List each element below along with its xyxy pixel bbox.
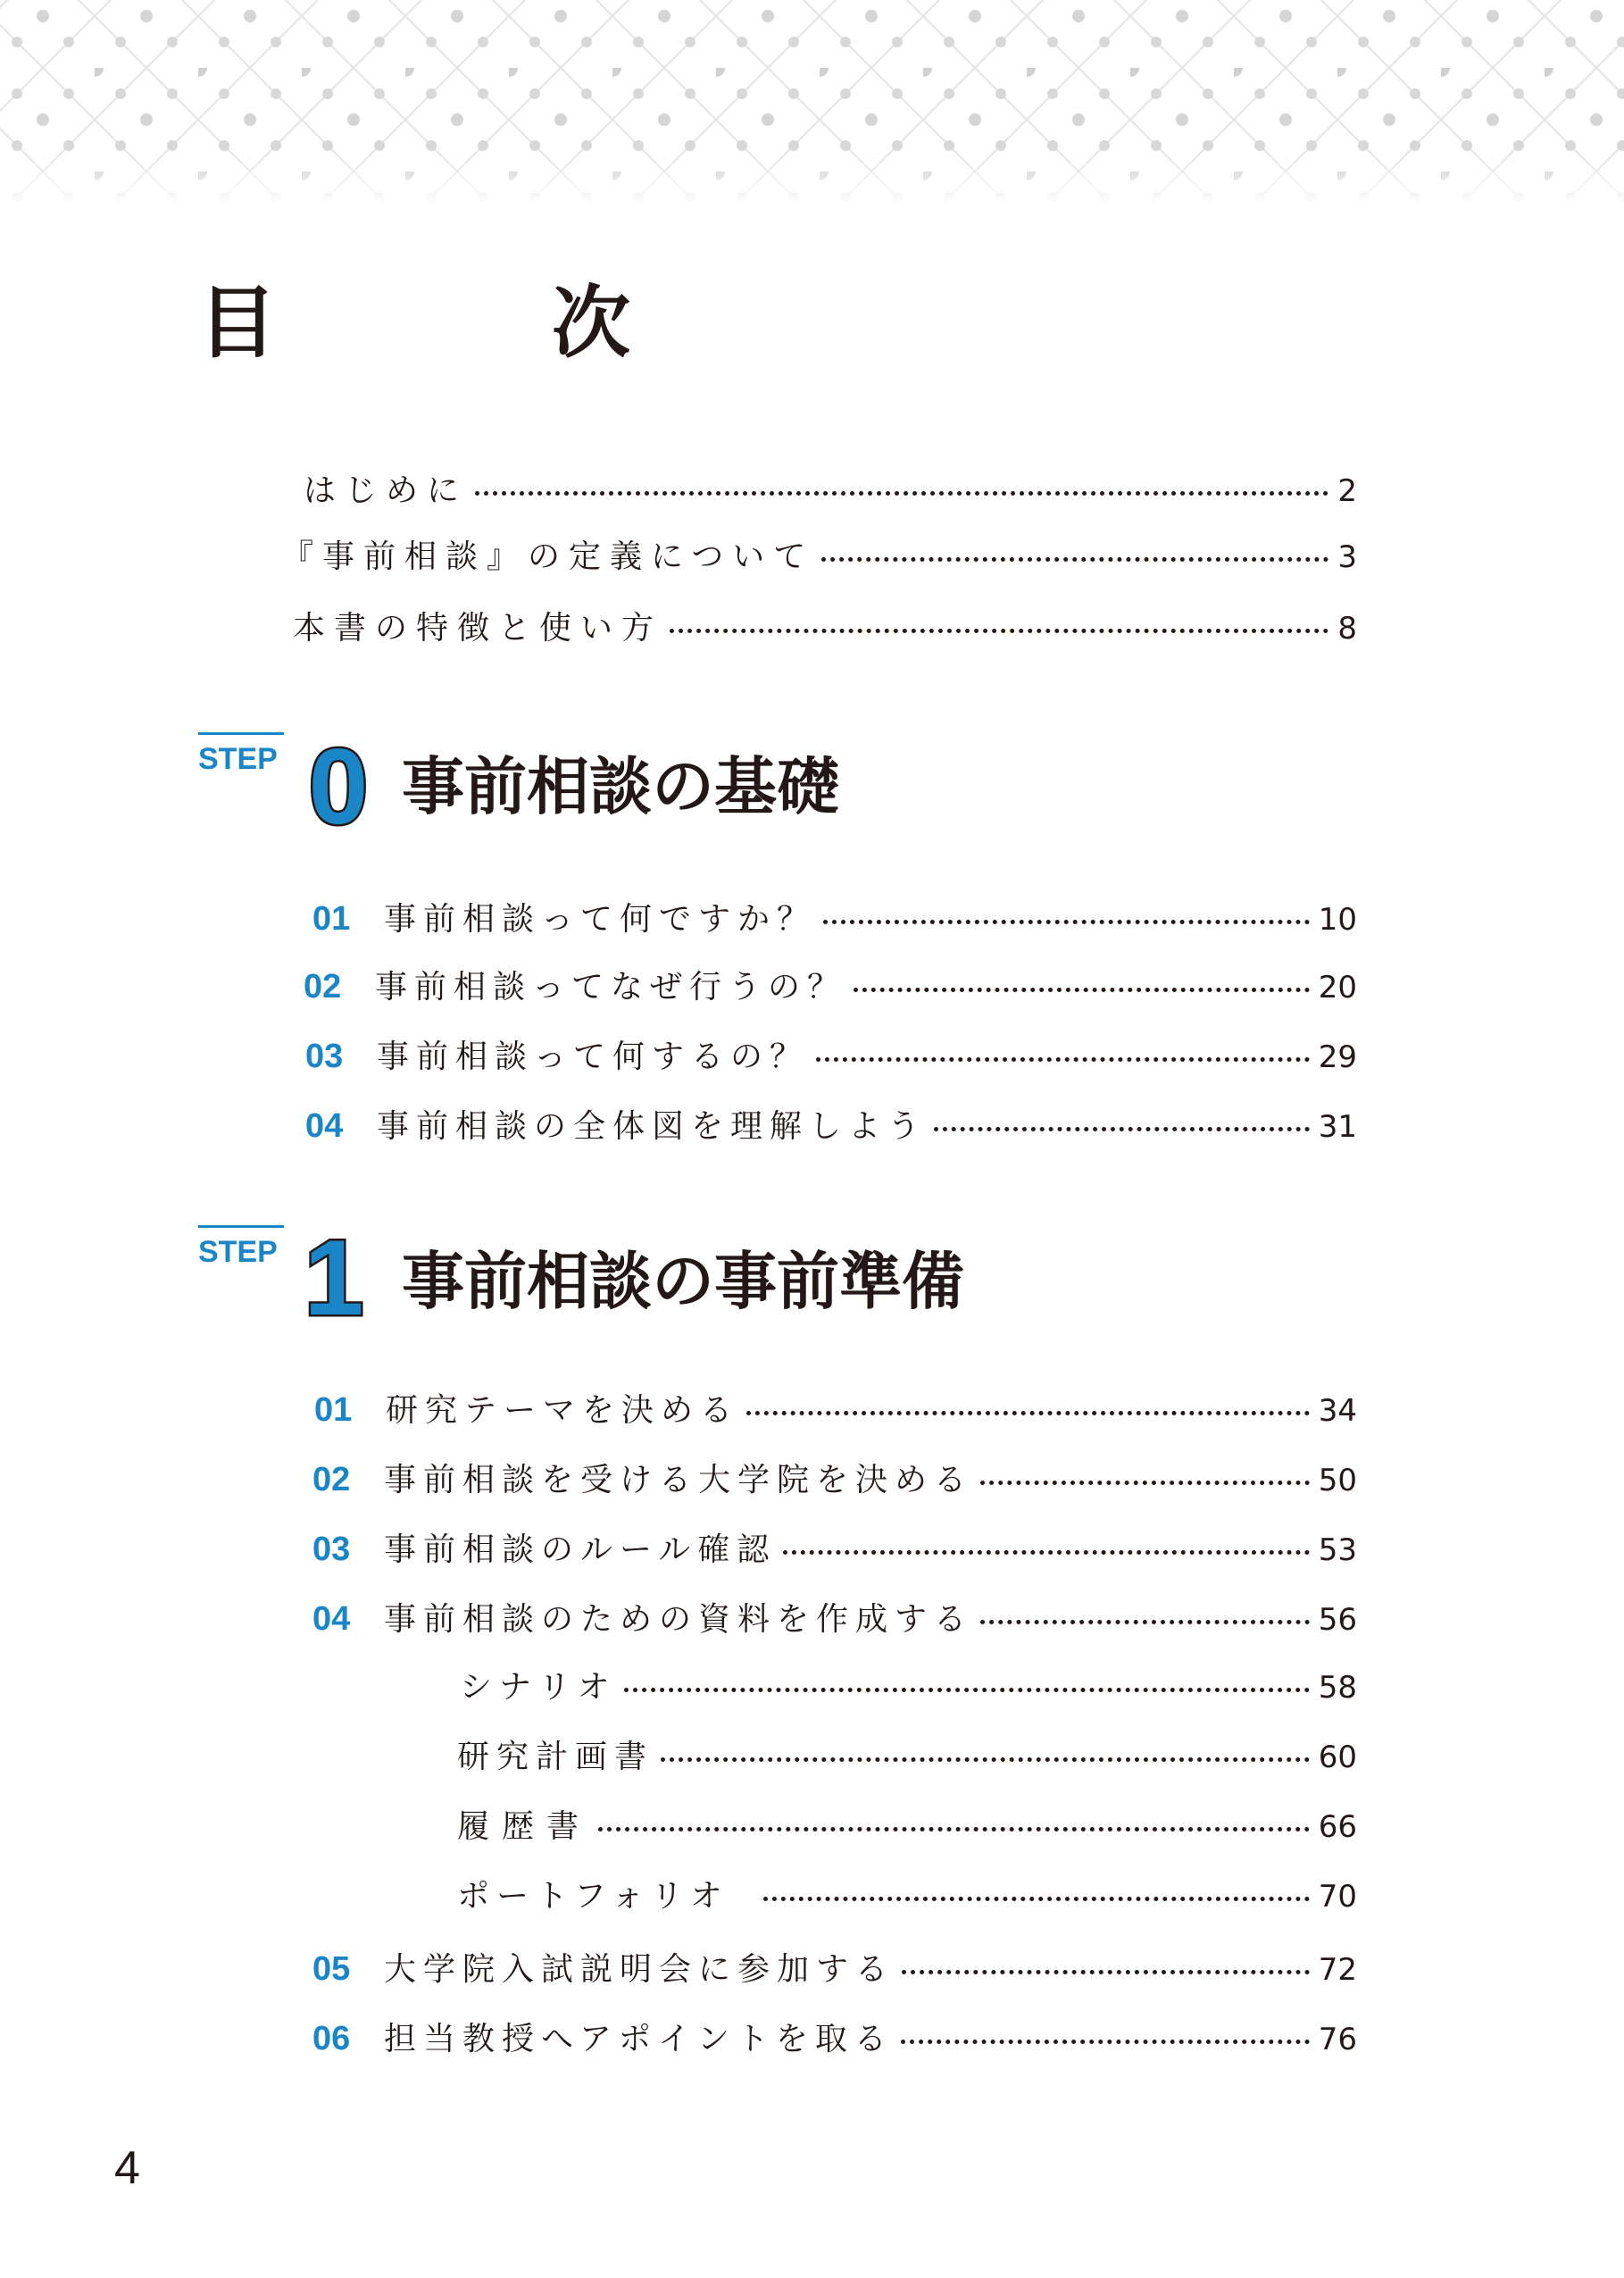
- toc-entry[interactable]: [312, 1602, 1357, 1636]
- toc-page-number: 8: [1337, 611, 1357, 647]
- toc-entry[interactable]: [312, 2022, 1357, 2056]
- toc-page-number: 53: [1318, 1532, 1357, 1568]
- toc-subentry[interactable]: [457, 1808, 1357, 1845]
- toc-page-number: 76: [1318, 2022, 1357, 2057]
- toc-entry[interactable]: [312, 1532, 1357, 1566]
- step-number-1: [304, 1218, 364, 1338]
- step-label: STEP: [198, 732, 284, 777]
- leader-dots: [763, 1897, 1310, 1901]
- toc-entry-number: 02: [304, 968, 342, 1005]
- leader-dots: [598, 1827, 1310, 1832]
- toc-entry[interactable]: [305, 1039, 1357, 1073]
- toc-page-number: 72: [1318, 1952, 1357, 1988]
- leader-dots: [902, 1970, 1310, 1974]
- leader-dots: [816, 1057, 1310, 1062]
- step-number-text: 0: [308, 727, 369, 847]
- page-number: 4: [114, 2142, 140, 2194]
- toc-entry[interactable]: [305, 1109, 1357, 1143]
- step-title: 事前相談の事前準備: [402, 1245, 964, 1318]
- toc-page-number: 3: [1337, 539, 1357, 575]
- toc-entry-label: 事前相談のルール確認: [384, 1531, 777, 1568]
- leader-dots: [670, 629, 1328, 633]
- toc-entry-definition[interactable]: [281, 538, 1357, 575]
- leader-dots: [661, 1757, 1310, 1762]
- leader-dots: [783, 1550, 1309, 1555]
- toc-entry-number: 03: [305, 1038, 344, 1075]
- toc-entry-number: 04: [312, 1600, 351, 1638]
- toc-entry-number: 04: [305, 1107, 344, 1145]
- toc-entry-label: 事前相談って何ですか？: [384, 901, 817, 938]
- toc-entry-label: 事前相談を受ける大学院を決める: [384, 1462, 974, 1498]
- toc-entry-label: はじめに: [304, 472, 469, 509]
- toc-page-number: 66: [1318, 1809, 1357, 1845]
- toc-entry-label: 大学院入試説明会に参加する: [384, 1951, 895, 1988]
- toc-page-number: 56: [1318, 1602, 1357, 1638]
- toc-page-number: 31: [1318, 1109, 1357, 1145]
- toc-page-number: 58: [1318, 1670, 1357, 1706]
- leader-dots: [821, 557, 1328, 562]
- toc-page-number: 29: [1318, 1039, 1357, 1075]
- toc-page-number: 50: [1318, 1463, 1357, 1498]
- toc-page-number: 60: [1318, 1740, 1357, 1775]
- step-number-0: [305, 727, 371, 847]
- toc-entry-number: 03: [312, 1531, 351, 1568]
- toc-entry-label: 履歴書: [457, 1808, 592, 1845]
- toc-page-number: 2: [1337, 473, 1357, 509]
- toc-entry-number: 01: [314, 1391, 353, 1429]
- toc-entry-intro[interactable]: [304, 472, 1357, 509]
- toc-entry-number: 05: [312, 1950, 351, 1988]
- toc-subentry[interactable]: [457, 1878, 1357, 1915]
- toc-entry[interactable]: [314, 1393, 1357, 1427]
- toc-entry-label: 本書の特徴と使い方: [293, 610, 663, 647]
- toc-entry[interactable]: [312, 902, 1357, 936]
- toc-entry-label: シナリオ: [460, 1669, 617, 1706]
- leader-dots: [475, 491, 1328, 496]
- toc-entry-label: 研究テーマを決める: [386, 1392, 740, 1429]
- toc-subentry[interactable]: [460, 1669, 1357, 1706]
- leader-dots: [746, 1411, 1310, 1415]
- page-title: 目 次: [198, 277, 729, 369]
- decorative-header-pattern: [0, 0, 1624, 205]
- toc-page-number: 10: [1318, 902, 1357, 938]
- toc-entry[interactable]: [304, 970, 1357, 1004]
- leader-dots: [823, 920, 1310, 924]
- toc-page-number: 20: [1318, 970, 1357, 1005]
- toc-entry-label: ポートフォリオ: [457, 1878, 729, 1915]
- leader-dots: [980, 1620, 1310, 1624]
- toc-entry-label: 研究計画書: [457, 1739, 654, 1775]
- toc-entry-features[interactable]: [293, 610, 1357, 647]
- toc-page-number: 34: [1318, 1393, 1357, 1429]
- toc-entry-number: 01: [312, 900, 351, 938]
- toc-entry-label: 事前相談ってなぜ行うの？: [375, 969, 847, 1005]
- toc-entry-label: 事前相談って何するの？: [377, 1039, 810, 1075]
- toc-entry-label: 『事前相談』の定義について: [281, 538, 815, 575]
- step-label: STEP: [198, 1225, 284, 1270]
- toc-entry-number: 06: [312, 2020, 351, 2057]
- leader-dots: [854, 988, 1310, 992]
- step-title: 事前相談の基礎: [402, 750, 839, 823]
- toc-entry[interactable]: [312, 1463, 1357, 1497]
- toc-entry-number: 02: [312, 1461, 351, 1498]
- leader-dots: [980, 1481, 1310, 1485]
- toc-entry-label: 事前相談のための資料を作成する: [384, 1601, 974, 1638]
- toc-page-number: 70: [1318, 1879, 1357, 1915]
- toc-entry-label: 事前相談の全体図を理解しよう: [377, 1108, 928, 1145]
- toc-entry[interactable]: [312, 1952, 1357, 1986]
- leader-dots: [934, 1127, 1310, 1131]
- leader-dots: [624, 1688, 1310, 1692]
- step-number-text: 1: [304, 1218, 364, 1338]
- toc-entry-label: 担当教授へアポイントを取る: [384, 2021, 894, 2057]
- leader-dots: [901, 2040, 1310, 2044]
- toc-subentry[interactable]: [457, 1741, 1357, 1773]
